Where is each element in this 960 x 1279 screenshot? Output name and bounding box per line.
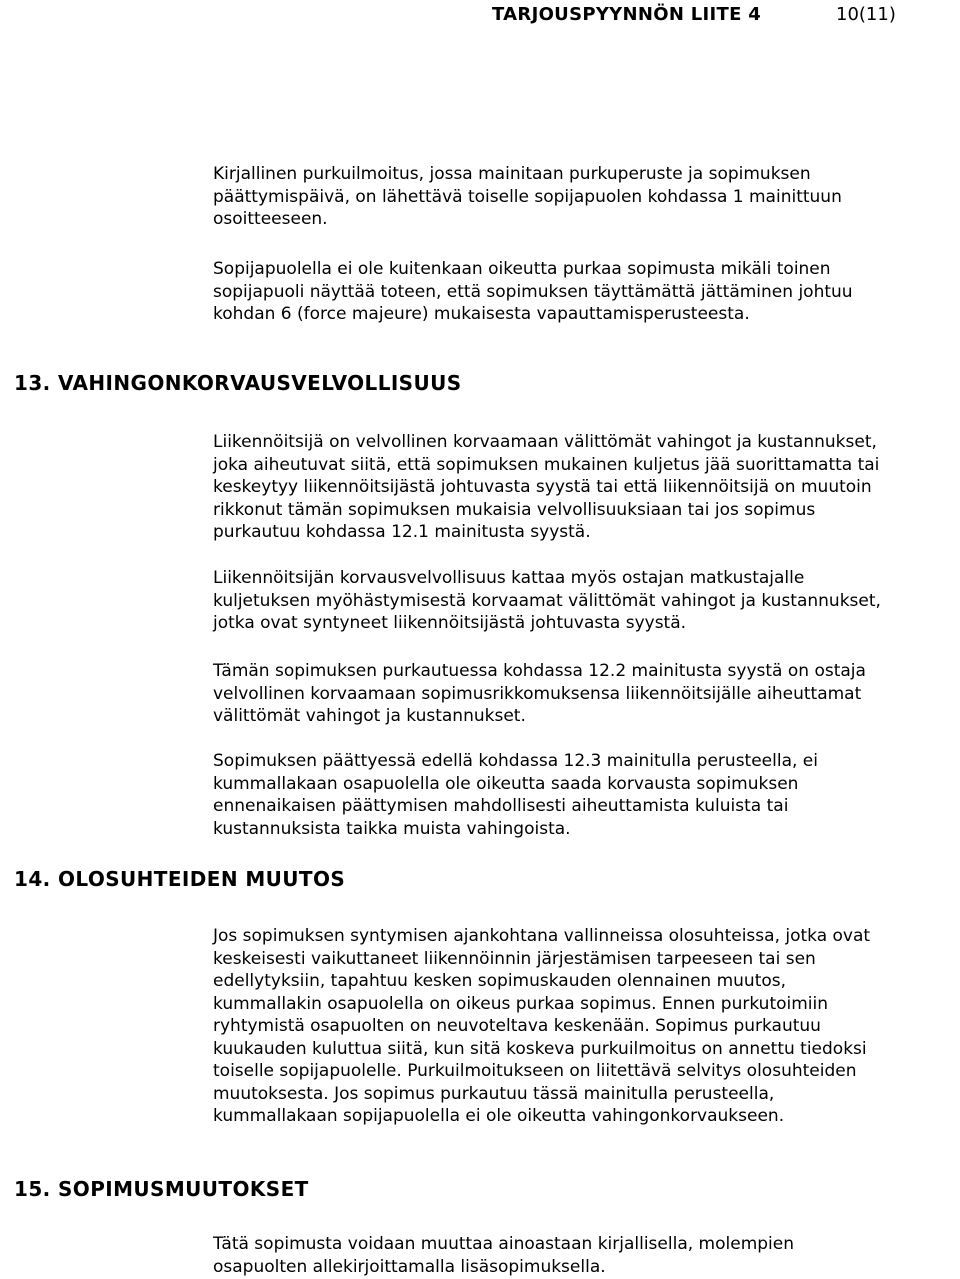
paragraph: Liikennöitsijä on velvollinen korvaamaan välittömät vahingot ja kustannukset, joka aiheutuvat siitä, että sopimuksen mukainen kuljetus jää suorittamatta tai keskeytyy liikennöitsijästä johtuvasta syystä tai että liikennöitsijä on muutoin rikkonut tämän sopimuksen mukaisia velvollisuuksiaan tai jos sopimus purkautuu kohdassa 12.1 mainitusta syystä.: [213, 432, 880, 542]
document-title: TARJOUSPYYNNÖN LIITE 4: [492, 4, 762, 25]
section-heading: 13. VAHINGONKORVAUSVELVOLLISUUS: [14, 371, 462, 395]
page-header: [0, 4, 960, 28]
paragraph: Liikennöitsijän korvausvelvollisuus kattaa myös ostajan matkustajalle kuljetuksen myöhästymisestä korvaamat välittömät vahingot ja kustannukset, jotka ovat syntyneet liikennöitsijästä johtuvasta syystä.: [213, 568, 881, 633]
paragraph: Tämän sopimuksen purkautuessa kohdassa 12.2 mainitusta syystä on ostaja velvollinen korvaamaan sopimusrikkomuksensa liikennöitsijälle aiheuttamat välittömät vahingot ja kustannukset.: [213, 661, 866, 726]
section-heading: 15. SOPIMUSMUUTOKSET: [14, 1177, 309, 1201]
paragraph: Jos sopimuksen syntymisen ajankohtana vallinneissa olosuhteissa, jotka ovat keskeisesti vaikuttaneet liikennöinnin järjestämisen tarpeeseen tai sen edellytyksiin, tapahtuu kesken sopimuskauden olennainen muutos, kummallakin osapuolella on oikeus purkaa sopimus. Ennen purkutoimiin ryhtymistä osapuolten on neuvoteltava keskenään. Sopimus purkautuu kuukauden kuluttua siitä, kun sitä koskeva purkuilmoitus on annettu tiedoksi toiselle sopijapuolelle. Purkuilmoitukseen on liitettävä selvitys olosuhteiden muutoksesta. Jos sopimus purkautuu tässä mainitulla perusteella, kummallakaan sopijapuolella ei ole oikeutta vahingonkorvaukseen.: [213, 926, 871, 1126]
paragraph: Sopijapuolella ei ole kuitenkaan oikeutta purkaa sopimusta mikäli toinen sopijapuoli näyttää toteen, että sopimuksen täyttämättä jättäminen johtuu kohdan 6 (force majeure) mukaisesta vapauttamisperusteesta.: [213, 259, 853, 324]
page-number: 10(11): [836, 4, 896, 25]
section-heading: 14. OLOSUHTEIDEN MUUTOS: [14, 867, 346, 891]
paragraph: Kirjallinen purkuilmoitus, jossa mainitaan purkuperuste ja sopimuksen päättymispäivä, on lähettävä toiselle sopijapuolen kohdassa 1 mainittuun osoitteeseen.: [213, 164, 842, 229]
paragraph: Tätä sopimusta voidaan muuttaa ainoastaan kirjallisella, molempien osapuolten allekirjoittamalla lisäsopimuksella.: [213, 1234, 794, 1277]
paragraph: Sopimuksen päättyessä edellä kohdassa 12.3 mainitulla perusteella, ei kummallakaan osapuolella ole oikeutta saada korvausta sopimuksen ennenaikaisen päättymisen mahdollisesti aiheuttamista kuluista tai kustannuksista taikka muista vahingoista.: [213, 751, 818, 839]
